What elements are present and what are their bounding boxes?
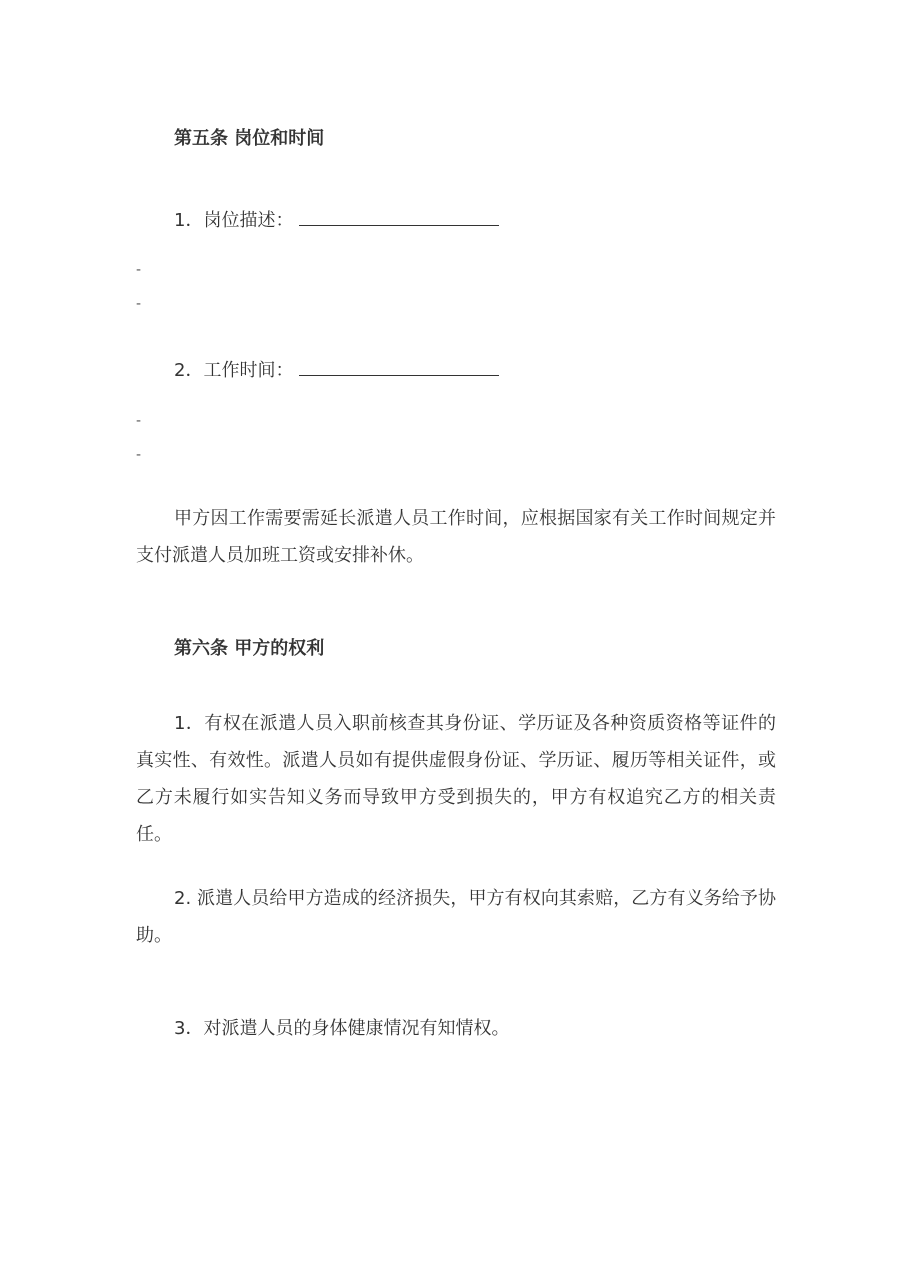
work-time-label: 2．工作时间： (174, 360, 294, 381)
work-time-field (174, 356, 499, 382)
job-description-label: 1．岗位描述： (174, 210, 294, 231)
dash-marker: - (136, 447, 142, 463)
dash-marker: - (136, 262, 142, 278)
dash-marker: - (136, 296, 142, 312)
job-description-blank (299, 207, 499, 226)
overtime-paragraph: 甲方因工作需要需延长派遣人员工作时间，应根据国家有关工作时间规定并支付派遣人员加班工资或安排补休。 (136, 508, 776, 566)
article6-item3: 3．对派遣人员的身体健康情况有知情权。 (174, 1018, 510, 1039)
article6-item1: 1．有权在派遣人员入职前核查其身份证、学历证及各种资质资格等证件的真实性、有效性。派遣人员如有提供虚假身份证、学历证、履历等相关证件，或乙方未履行如实告知义务而导致甲方受到损失的，甲方有权追究乙方的相关责任。 (136, 713, 776, 845)
article5-heading: 第五条 岗位和时间 (174, 128, 325, 149)
article6-heading: 第六条 甲方的权利 (174, 638, 325, 659)
work-time-blank (299, 357, 499, 376)
job-description-field (174, 206, 499, 232)
dash-marker: - (136, 413, 142, 429)
article6-item2: 2. 派遣人员给甲方造成的经济损失，甲方有权向其索赔，乙方有义务给予协助。 (136, 888, 776, 946)
